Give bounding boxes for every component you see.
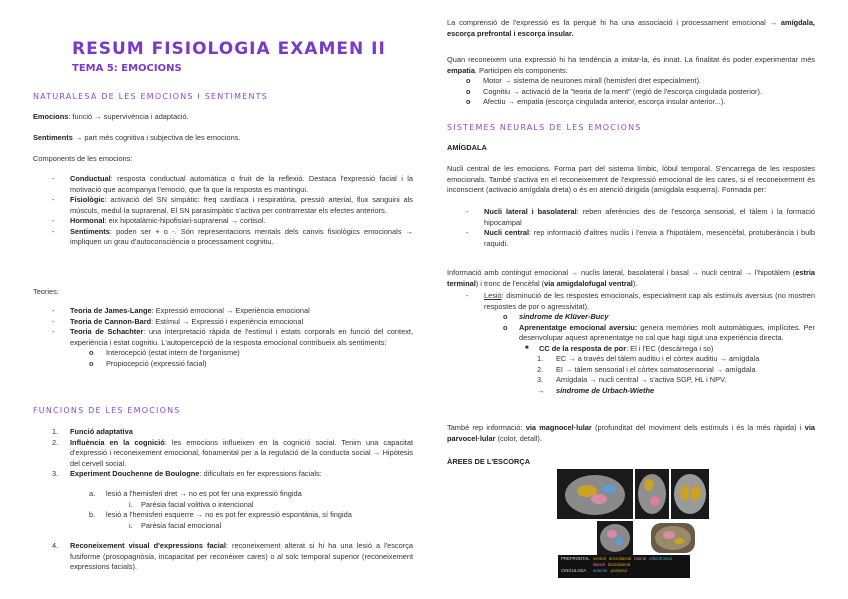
list-item: [33, 521, 413, 532]
item-marker: i.: [129, 520, 133, 530]
paragraph-text: També rep informació:: [447, 423, 526, 432]
section-heading-naturalesa: NATURALESA DE LES EMOCIONS I SENTIMENTS: [33, 92, 269, 101]
item-label: Nucli central: [484, 228, 530, 238]
paragraph-text: Informació amb contingut emocional → nuclis lateral, basolateral i basal → nucli central → l'hipotàlem (: [447, 268, 796, 277]
nuclis-list: [447, 207, 815, 249]
list-item: [484, 323, 815, 397]
legend-item: posterior: [610, 568, 628, 574]
info-paragraph: [447, 268, 815, 289]
vies-paragraph: [447, 423, 815, 444]
item-text: Parèsia facial emocional: [141, 520, 222, 530]
sentiments-label: Sentiments: [33, 133, 73, 142]
item-label: Reconeixement visual d'expressions facial: [70, 541, 226, 550]
list-item: [33, 195, 413, 216]
paragraph-text: . Participen els components:: [474, 65, 568, 75]
list-item: [33, 500, 413, 511]
list-item: [33, 306, 413, 317]
item-text: : Expressió emocional → Experiència emocional: [151, 306, 310, 315]
paragraph-text: ).: [632, 278, 638, 288]
list-item: [33, 541, 413, 573]
item-label: Sentiments: [70, 226, 110, 236]
item-label: Conductual: [70, 174, 111, 183]
emocions-label: Emocions: [33, 112, 69, 121]
item-text: : rep informació d'altres nuclis i l'envia a l'hipotàlem, mesencèfal, protuberància i bulb raquidi.: [484, 228, 815, 248]
list-item: [33, 427, 413, 438]
item-number: 2.: [52, 437, 59, 447]
item-text: : reben aferències des de l'escorça sensorial, el tàlem i la formació hipocampal: [484, 207, 815, 227]
page-subtitle: TEMA 5: EMOCIONS: [72, 63, 182, 74]
item-text: síndrome de Urbach-Wiethe: [556, 385, 655, 395]
item-marker: i.: [129, 499, 133, 509]
item-number: 1.: [537, 354, 544, 364]
legend-item: anterior: [593, 568, 608, 574]
item-number: 4.: [52, 541, 59, 550]
item-marker: a.: [89, 489, 96, 498]
list-item: o Motor → sistema de neurones mirall (hemisferi dret especialment).: [447, 76, 815, 87]
legend-region: PREFRONTAL: [561, 556, 590, 561]
item-label: Teoria de Schachter: [70, 327, 144, 337]
teories-sub-list: [70, 348, 413, 369]
list-item: o Interocepció (estat intern de l'organisme): [70, 348, 413, 359]
paragraph-bold: via parvocel·lular: [447, 423, 815, 443]
brain-images: [557, 469, 709, 555]
list-item: [519, 354, 815, 365]
legend-item: dorsolateral: [607, 562, 631, 568]
list-item: [447, 228, 815, 249]
funcions-list-cont: [33, 541, 413, 573]
heading-text: AMÍGDALA: [447, 143, 487, 152]
item-label: Teoria de James-Lange: [70, 306, 152, 315]
paragraph-text: La comprensió de l'expressió es fa perquè hi ha una associació i processament emocional →: [447, 18, 778, 27]
item-text: : disminució de les respostes emocionals, especialment cap als estímuls aversius (no mostren respostes de por o agressivitat).: [484, 291, 815, 311]
list-item: [447, 291, 815, 396]
list-item: o Cognitiu → activació de la "teoria de la ment" (regió de l'escorça cingulada posterior).: [447, 87, 815, 98]
item-label: CC de la resposta de por: [539, 343, 627, 353]
item-text: lesió a l'hemisferi esquerre → no es pot fer expressió espontània, sí fingida: [106, 510, 352, 520]
paragraph-text: (color, detall).: [495, 433, 542, 443]
amigdala-paragraph: Nucli central de les emocions. Forma part del sistema límbic, lòbul temporal. S'encarrega de les respostes emocionals. També s'activa en el reconeixement de l'expressió emocional de les cares, si el reconeixement és inconscient (activació amígdala dreta) o és en atenció dirigida (amígdala esquerra). Formada per:: [447, 164, 815, 195]
legend-item: orbitofrontal: [649, 556, 672, 561]
douchenne-list: [33, 489, 413, 531]
bullet: o: [503, 322, 508, 332]
list-item: [33, 327, 413, 369]
item-text: : les emocions influeixen en la cognició social. Tenim una capacitat d'expressió i reconeixement emocional, fonamental per a la regulació de la conducta social → Hipòtesis del cervell social.: [70, 437, 413, 468]
list-item: [519, 386, 815, 397]
paragraph-bold: empatia: [447, 65, 475, 75]
item-marker: b.: [89, 510, 96, 520]
teories-intro: Teories:: [33, 287, 59, 296]
heading-text: ÀREES DE L'ESCORÇA: [447, 457, 531, 466]
item-label: Influència en la cognició: [70, 437, 165, 447]
item-text: : dificultats en fer expressions facials:: [199, 469, 322, 479]
item-text: Parèsia facial volitiva o intencional: [141, 499, 254, 509]
list-item: o Afectiu → empatia (escorça cingulada anterior, escorça insular anterior...).: [447, 97, 815, 108]
list-item: [519, 375, 815, 386]
funcions-list: [33, 427, 413, 480]
list-item: [33, 317, 413, 328]
paragraph-bold: via amigdalofugal ventral: [544, 278, 633, 288]
item-text: síndrome de Klüver-Bucy: [519, 312, 609, 322]
item-number: 3.: [52, 469, 59, 479]
item-label: Aprenentatge emocional aversiu:: [519, 322, 638, 332]
emocions-line: [33, 112, 189, 123]
paragraph-text: ) i tronc de l'encèfal (: [475, 278, 545, 288]
item-text: lesió a l'hemisferi dret → no es pot fer una expressió fingida: [106, 489, 302, 498]
paragraph-text: (profunditat del moviment dels estímuls i és la més ràpida) i: [591, 423, 805, 432]
item-text: EC → a través del tàlem auditiu i el còrtex auditiu → amígdala: [556, 354, 760, 364]
components-list: [33, 174, 413, 248]
list-item: [33, 227, 413, 248]
comprensio-paragraph: [447, 18, 815, 39]
item-label: Nucli lateral i basolateral: [484, 207, 577, 216]
sentiments-text: → part més cognitiva i subjectiva de les emocions.: [72, 133, 241, 142]
item-label: Lesió: [484, 291, 502, 300]
amigdala-heading: [447, 143, 487, 154]
empatia-list: [447, 76, 815, 108]
lesio-list: [447, 291, 815, 396]
paragraph-bold: via magnocel·lular: [525, 423, 592, 432]
brain-legend: [558, 555, 690, 578]
arrow-icon: →: [537, 385, 545, 395]
paragraph-bold: estria terminal: [447, 268, 815, 288]
list-item: [447, 207, 815, 228]
item-text: : poden ser + o -. Són representacions mentals dels canvis fisiològics emocionals → impliquen un grau d'autoconsciència o processament cognitiu.: [70, 226, 413, 247]
item-label: Teoria de Cannon-Bard: [70, 316, 152, 326]
legend-item: lateral: [593, 562, 605, 568]
item-label: Funció adaptativa: [70, 427, 133, 436]
list-item: [33, 510, 413, 521]
paragraph-bold: amígdala, escorça prefrontal i escorça insular.: [447, 18, 815, 38]
item-text: : eix hipotalàmic-hipofisiari-suprarenal → cortisol.: [104, 216, 266, 226]
page-title: RESUM FISIOLOGIA EXAMEN II: [72, 39, 386, 59]
legend-item: lateral: [634, 556, 647, 561]
brain-image-figure: [557, 469, 709, 555]
list-item: [33, 469, 413, 480]
list-item: [519, 365, 815, 376]
item-text: genera memòries molt automàtiques, implícites. Per desenvolupar aquest aprenentatge no cal que hagi sigut una experiència directa.: [519, 322, 815, 343]
item-label: Experiment Douchenne de Boulogne: [70, 469, 200, 479]
item-text: : Estímul → Expressió i experiència emocional: [151, 316, 304, 326]
list-item: o Propiocepció (expressió facial): [70, 359, 413, 370]
item-text: : El i l'EC (descàrrega i so): [626, 343, 714, 353]
empatia-paragraph: [447, 55, 815, 76]
section-heading-sistemes: SISTEMES NEURALS DE LES EMOCIONS: [447, 123, 642, 132]
list-item: [33, 489, 413, 500]
item-text: Amígdala → nucli central → s'activa SGP, HL i NPV.: [556, 375, 727, 385]
item-text: : reconeixement alterat si hi ha una lesió a l'escorça fusiforme (prosopagnòsia, incapacitat per reconèixer cares) o al solc temporal superior (reconeixement expressions facials).: [70, 541, 414, 572]
item-label: Hormonal: [70, 216, 105, 226]
legend-item: ventral: [593, 556, 606, 561]
legend-row: [561, 568, 687, 574]
list-item: [521, 344, 815, 355]
list-item: [484, 312, 815, 323]
paragraph-text: Quan reconeixem una expressió hi ha tendència a imitar-la, és innat. La finalitat és poder experimentar més: [447, 55, 815, 64]
teories-list: [33, 306, 413, 369]
legend-item: dorsolateral: [608, 556, 632, 561]
item-text: : una interpretació ràpida de l'estímul i estats corporals en funció del context, experiència i estat cognitiu. L'autopercepció de la resposta emocional contribueix als sentiments:: [70, 327, 413, 347]
list-item: [33, 216, 413, 227]
item-text: : activació del SN simpàtic: freq cardíaca i respiratòria, pressió arterial, flux sanguini als músculs, medul·la suprarenal. El SN parasimpàtic s'activa per contrarrestar els efectes anteriors.: [70, 195, 413, 215]
emocions-text: : funció → supervivència i adaptació.: [68, 112, 189, 121]
item-label: Fisiològic: [70, 195, 105, 205]
arees-heading: [447, 457, 530, 468]
item-text: : resposta conductual automàtica o fruit de la reflexió. Destaca l'expressió facial i la motivació que acompanya l'emoció, que fa que la resposta es mantingui.: [70, 174, 413, 194]
item-number: 2.: [537, 364, 544, 374]
bullet: o: [503, 312, 508, 322]
item-number: 3.: [537, 375, 544, 385]
list-item: [33, 438, 413, 470]
list-item: [33, 174, 413, 195]
bullet: ■: [525, 344, 529, 351]
item-text: EI → tàlem sensorial i el còrtex somatosensorial → amígdala: [556, 364, 756, 374]
section-heading-funcions: FUNCIONS DE LES EMOCIONS: [33, 406, 181, 415]
sentiments-line: [33, 133, 240, 144]
components-intro: Components de les emocions:: [33, 154, 133, 163]
legend-region: CINGULADA: [561, 568, 587, 574]
item-number: 1.: [52, 427, 59, 436]
